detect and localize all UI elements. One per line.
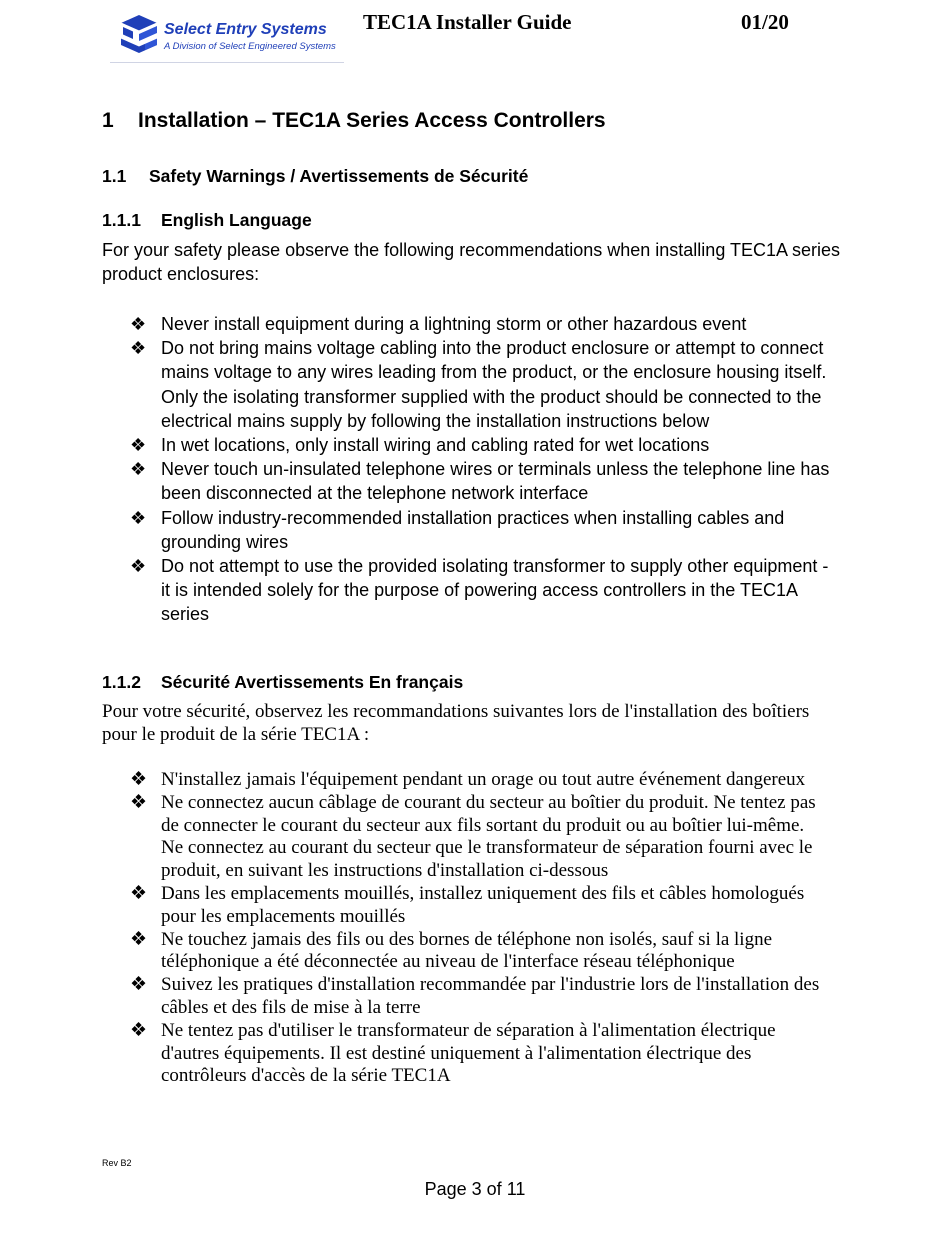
document-title: TEC1A Installer Guide [363,10,572,34]
list-item-text: Ne connectez aucun câblage de courant du secteur au boîtier du produit. Ne tentez pas de connecter le courant du secteur aux fils sortant du produit ou au boîtier lui-même. Ne connectez au courant du secteur que le transformateur de séparation fourni avec le produit, en suivant les instructions d'installation ci-dessous [161,791,816,882]
document-date: 01/20 [741,10,789,34]
list-item [130,974,830,1020]
logo-company-name: Select Entry Systems [164,21,327,38]
bullet-diamond-icon: ❖ [130,1019,148,1041]
list-item [130,506,830,554]
list-item-text: Dans les emplacements mouillés, installez uniquement des fils et câbles homologués pour les emplacements mouillés [161,882,805,927]
english-warning-list [130,312,830,627]
list-item [130,1020,830,1088]
section-number: 1 [102,109,114,132]
list-item-text: Suivez les pratiques d'installation recommandée par l'industrie lors de l'installation des câbles et des fils de mise à la terre [161,974,820,1018]
list-item-text: Ne touchez jamais des fils ou des bornes de téléphone non isolés, sauf si la ligne téléphonique a été déconnectée au niveau de l'interface réseau téléphonique [161,928,773,973]
select-entry-systems-logo-icon [119,14,159,58]
company-logo [110,10,344,63]
section-title: Sécurité Avertissements En français [161,672,464,692]
bullet-diamond-icon: ❖ [130,314,147,334]
list-item [130,929,830,975]
french-intro-paragraph: Pour votre sécurité, observez les recommandations suivantes lors de l'installation des boîtiers pour le produit de la série TEC1A : [102,701,810,745]
bullet-diamond-icon: ❖ [130,928,148,950]
bullet-diamond-icon: ❖ [130,459,147,480]
bullet-diamond-icon: ❖ [130,507,147,528]
list-item-text: Never touch un-insulated telephone wires or terminals unless the telephone line has been disconnected at the telephone network interface [161,459,830,504]
bullet-diamond-icon: ❖ [130,338,147,359]
bullet-diamond-icon: ❖ [130,974,148,996]
list-item [130,792,830,883]
revision-label: Rev B2 [102,1158,132,1168]
section-title: Safety Warnings / Avertissements de Sécurité [149,166,529,186]
section-heading-1-1 [102,166,528,187]
bullet-diamond-icon: ❖ [130,769,148,790]
english-intro-paragraph: For your safety please observe the following recommendations when installing TEC1A series product enclosures: [102,240,841,284]
list-item [130,769,830,792]
bullet-diamond-icon: ❖ [130,435,147,456]
section-number: 1.1.1 [102,210,141,230]
list-item-text: Never install equipment during a lightning storm or other hazardous event [161,314,747,334]
list-item [130,457,830,505]
list-item-text: Do not bring mains voltage cabling into the product enclosure or attempt to connect mains voltage to any wires leading from the product, or the enclosure housing itself. Only the isolating transformer supplied with the product should be connected to the electrical mains supply by following the installation instructions below [161,338,827,431]
list-item-text: In wet locations, only install wiring and cabling rated for wet locations [161,435,710,456]
section-number: 1.1 [102,166,127,186]
section-heading-1-1-2 [102,672,463,693]
list-item-text: Follow industry-recommended installation practices when installing cables and grounding wires [161,507,785,552]
bullet-diamond-icon: ❖ [130,791,148,813]
section-heading-1-1-1 [102,210,312,231]
list-item [130,883,830,929]
list-item [130,312,830,336]
list-item-text: Do not attempt to use the provided isolating transformer to supply other equipment - it is intended solely for the purpose of powering access controllers in the TEC1A series [161,556,829,625]
section-title: Installation – TEC1A Series Access Controllers [138,109,606,132]
list-item [130,554,830,627]
french-warning-list [130,769,830,1088]
list-item [130,336,830,433]
bullet-diamond-icon: ❖ [130,556,147,577]
section-title: English Language [161,210,312,230]
section-number: 1.1.2 [102,672,141,692]
bullet-diamond-icon: ❖ [130,882,148,904]
logo-division-name: A Division of Select Engineered Systems [164,41,336,52]
page-number: Page 3 of 11 [424,1179,526,1199]
list-item [130,433,830,457]
list-item-text: Ne tentez pas d'utiliser le transformateur de séparation à l'alimentation électrique d'autres équipements. Il est destiné uniquement à l'alimentation électrique des contrôleurs d'accès de la série TEC1A [161,1019,776,1087]
section-heading-1 [102,109,606,133]
list-item-text: N'installez jamais l'équipement pendant un orage ou tout autre événement dangereux [161,769,806,790]
